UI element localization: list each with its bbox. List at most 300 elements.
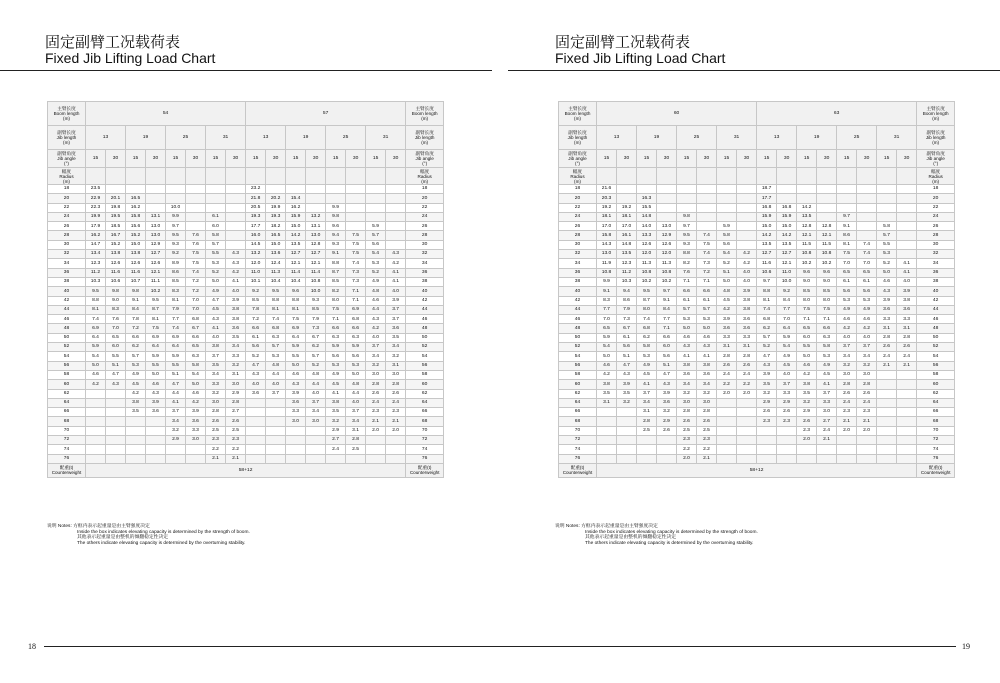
- load-value: 13.1: [306, 222, 326, 231]
- load-value: 2.4: [897, 352, 917, 361]
- load-value: 3.8: [797, 380, 817, 389]
- radius-value: 62: [48, 389, 86, 398]
- table-row: [559, 389, 955, 398]
- load-value: 3.8: [326, 398, 346, 407]
- radius-value: 30: [559, 240, 597, 249]
- load-value: 11.3: [657, 259, 677, 268]
- load-value: 2.4: [877, 352, 897, 361]
- load-value: 9.3: [306, 296, 326, 305]
- radius-label: 幅度 Radius (m): [917, 168, 955, 185]
- load-value: 7.6: [106, 315, 126, 324]
- load-value: 8.5: [306, 305, 326, 314]
- load-value: 12.7: [286, 250, 306, 259]
- load-value: 4.7: [617, 361, 637, 370]
- load-value: [126, 454, 146, 463]
- radius-value: 56: [48, 361, 86, 370]
- radius-value: 26: [406, 222, 444, 231]
- load-value: [286, 445, 306, 454]
- load-value: 18.2: [266, 222, 286, 231]
- load-value: 18.5: [106, 222, 126, 231]
- load-value: 2.7: [326, 436, 346, 445]
- load-value: 19.8: [106, 203, 126, 212]
- load-value: 4.9: [857, 305, 877, 314]
- load-value: [166, 454, 186, 463]
- load-value: 6.6: [657, 333, 677, 342]
- load-value: 9.9: [326, 203, 346, 212]
- load-value: 3.8: [226, 315, 246, 324]
- empty-cell: [697, 168, 717, 185]
- load-value: 5.3: [266, 352, 286, 361]
- load-value: 4.2: [86, 380, 106, 389]
- jib-angle-value: 30: [817, 150, 837, 168]
- load-value: 9.7: [837, 212, 857, 221]
- empty-cell: [206, 168, 226, 185]
- load-value: 17.7: [757, 194, 777, 203]
- load-value: 4.7: [206, 296, 226, 305]
- load-value: 5.1: [717, 268, 737, 277]
- load-value: 3.9: [757, 370, 777, 379]
- radius-value: 70: [406, 426, 444, 435]
- load-value: 3.9: [737, 287, 757, 296]
- load-value: 4.9: [637, 361, 657, 370]
- load-value: 8.8: [86, 296, 106, 305]
- load-value: [326, 194, 346, 203]
- load-value: [777, 436, 797, 445]
- load-value: [146, 417, 166, 426]
- load-value: 3.5: [617, 389, 637, 398]
- load-value: [386, 203, 406, 212]
- notes-line: Inside the box indicates elevating capacity is determined by the strength of boom.: [585, 529, 758, 535]
- load-value: 7.5: [186, 250, 206, 259]
- load-value: 9.7: [677, 222, 697, 231]
- radius-value: 34: [406, 259, 444, 268]
- load-value: 17.9: [86, 222, 106, 231]
- load-value: [737, 436, 757, 445]
- load-value: 3.0: [857, 370, 877, 379]
- radius-value: 62: [559, 389, 597, 398]
- load-value: [106, 454, 126, 463]
- load-value: 8.5: [246, 296, 266, 305]
- load-value: 2.6: [366, 389, 386, 398]
- load-value: 5.2: [306, 361, 326, 370]
- load-value: 7.0: [857, 259, 877, 268]
- load-value: 14.2: [797, 203, 817, 212]
- load-value: 10.0: [166, 203, 186, 212]
- load-value: 2.8: [897, 333, 917, 342]
- load-value: [737, 203, 757, 212]
- table-row: [48, 231, 444, 240]
- radius-value: 48: [406, 324, 444, 333]
- jib-length-value: 31: [877, 126, 917, 150]
- load-value: [877, 417, 897, 426]
- load-value: 4.0: [206, 333, 226, 342]
- load-value: 5.4: [366, 250, 386, 259]
- notes: [555, 524, 758, 546]
- table-row: [48, 324, 444, 333]
- load-value: 7.5: [146, 324, 166, 333]
- jib-length-value: 13: [757, 126, 797, 150]
- table-row: [48, 296, 444, 305]
- load-value: [346, 203, 366, 212]
- empty-cell: [877, 168, 897, 185]
- load-value: [146, 426, 166, 435]
- load-value: 9.5: [166, 231, 186, 240]
- load-value: 4.3: [106, 380, 126, 389]
- load-value: [877, 408, 897, 417]
- load-value: [386, 212, 406, 221]
- load-value: 3.7: [206, 352, 226, 361]
- radius-value: 50: [406, 333, 444, 342]
- load-value: [386, 185, 406, 194]
- load-value: 12.0: [246, 259, 266, 268]
- radius-value: 66: [406, 408, 444, 417]
- load-value: 7.5: [346, 240, 366, 249]
- load-value: [817, 194, 837, 203]
- load-value: 2.3: [777, 417, 797, 426]
- load-value: 12.7: [777, 250, 797, 259]
- load-value: 6.2: [306, 343, 326, 352]
- load-value: 9.3: [677, 240, 697, 249]
- load-value: 2.8: [877, 333, 897, 342]
- load-value: 3.8: [206, 343, 226, 352]
- table-row: [48, 436, 444, 445]
- load-value: 4.9: [326, 370, 346, 379]
- load-value: [877, 380, 897, 389]
- load-value: [226, 185, 246, 194]
- empty-cell: [146, 168, 166, 185]
- notes-line: 其他表示起重量是由整机的倾翻稳定性决定: [77, 535, 169, 541]
- load-value: 3.9: [146, 398, 166, 407]
- radius-value: 48: [917, 324, 955, 333]
- jib-length-value: 31: [366, 126, 406, 150]
- load-value: 8.1: [266, 305, 286, 314]
- load-value: [897, 240, 917, 249]
- load-value: 5.0: [697, 324, 717, 333]
- load-value: 15.0: [777, 222, 797, 231]
- load-value: 7.1: [657, 324, 677, 333]
- jib-angle-value: 15: [366, 150, 386, 168]
- jib-angle-value: 30: [737, 150, 757, 168]
- load-value: 3.0: [817, 408, 837, 417]
- load-value: [186, 203, 206, 212]
- jib-length-value: 25: [677, 126, 717, 150]
- empty-cell: [226, 168, 246, 185]
- load-value: 9.8: [326, 212, 346, 221]
- load-value: 12.6: [637, 240, 657, 249]
- load-value: 7.3: [306, 324, 326, 333]
- load-value: 4.3: [366, 315, 386, 324]
- load-value: 2.4: [386, 398, 406, 407]
- load-value: [797, 445, 817, 454]
- load-value: 3.5: [757, 380, 777, 389]
- load-value: 2.1: [226, 454, 246, 463]
- load-value: 7.4: [266, 315, 286, 324]
- load-value: 2.0: [366, 426, 386, 435]
- radius-value: 40: [917, 287, 955, 296]
- load-value: 4.0: [266, 380, 286, 389]
- load-value: 5.9: [777, 333, 797, 342]
- radius-value: 32: [559, 250, 597, 259]
- load-value: 9.2: [166, 250, 186, 259]
- load-value: 2.0: [386, 426, 406, 435]
- load-value: [126, 445, 146, 454]
- radius-value: 42: [559, 296, 597, 305]
- load-value: 7.5: [326, 305, 346, 314]
- load-value: 4.6: [697, 333, 717, 342]
- footer-rule: [44, 646, 500, 647]
- load-value: 2.6: [877, 343, 897, 352]
- load-value: 5.3: [346, 361, 366, 370]
- load-value: 5.5: [206, 250, 226, 259]
- load-value: 6.9: [346, 305, 366, 314]
- load-value: [877, 454, 897, 463]
- load-value: [657, 212, 677, 221]
- radius-value: 26: [917, 222, 955, 231]
- load-value: 12.8: [797, 222, 817, 231]
- load-value: 3.0: [186, 436, 206, 445]
- load-value: [637, 445, 657, 454]
- radius-value: 26: [559, 222, 597, 231]
- table-row: [559, 333, 955, 342]
- load-value: [286, 185, 306, 194]
- load-value: 16.0: [246, 231, 266, 240]
- load-value: [737, 222, 757, 231]
- load-value: 7.9: [617, 305, 637, 314]
- load-value: 3.4: [637, 398, 657, 407]
- load-value: 7.0: [777, 315, 797, 324]
- radius-value: 74: [406, 445, 444, 454]
- load-value: [597, 417, 617, 426]
- load-value: 2.5: [206, 426, 226, 435]
- load-value: 5.8: [186, 361, 206, 370]
- radius-value: 34: [559, 259, 597, 268]
- load-value: 5.0: [86, 361, 106, 370]
- load-value: [757, 426, 777, 435]
- table-row: [559, 370, 955, 379]
- jib-length-value: 19: [797, 126, 837, 150]
- load-value: 21.8: [246, 194, 266, 203]
- load-value: 6.1: [697, 296, 717, 305]
- load-value: [617, 426, 637, 435]
- load-value: 3.1: [897, 324, 917, 333]
- load-value: [306, 454, 326, 463]
- load-value: [597, 426, 617, 435]
- load-value: 3.7: [266, 389, 286, 398]
- load-value: 11.0: [246, 268, 266, 277]
- load-value: 10.8: [306, 277, 326, 286]
- load-value: 7.0: [186, 305, 206, 314]
- load-value: [597, 436, 617, 445]
- load-value: 7.1: [346, 296, 366, 305]
- load-value: 3.5: [126, 408, 146, 417]
- load-value: [346, 185, 366, 194]
- load-value: 18.1: [597, 212, 617, 221]
- load-value: 2.8: [677, 408, 697, 417]
- table-row: [48, 398, 444, 407]
- load-value: [106, 417, 126, 426]
- radius-value: 46: [406, 315, 444, 324]
- load-value: 6.3: [817, 333, 837, 342]
- load-value: 11.4: [286, 268, 306, 277]
- load-value: 3.1: [637, 408, 657, 417]
- load-value: 3.1: [737, 343, 757, 352]
- load-value: 2.2: [697, 445, 717, 454]
- load-value: 8.4: [777, 296, 797, 305]
- load-value: 2.9: [777, 398, 797, 407]
- load-value: 10.8: [797, 250, 817, 259]
- load-value: 9.6: [286, 287, 306, 296]
- load-value: 2.2: [226, 445, 246, 454]
- load-value: 7.6: [677, 268, 697, 277]
- load-value: [366, 194, 386, 203]
- load-value: [737, 231, 757, 240]
- jib-angle-value: 15: [797, 150, 817, 168]
- load-value: 4.4: [266, 370, 286, 379]
- radius-value: 32: [917, 250, 955, 259]
- load-value: 4.7: [166, 380, 186, 389]
- load-value: [897, 389, 917, 398]
- load-value: 15.2: [126, 231, 146, 240]
- jib-angle-value: 15: [326, 150, 346, 168]
- load-value: 5.7: [677, 305, 697, 314]
- table-row: [559, 305, 955, 314]
- load-value: 3.2: [226, 361, 246, 370]
- load-value: 4.6: [146, 380, 166, 389]
- load-value: 4.6: [286, 370, 306, 379]
- load-value: 3.2: [857, 361, 877, 370]
- load-value: 4.5: [717, 296, 737, 305]
- radius-value: 36: [406, 268, 444, 277]
- load-value: 13.1: [146, 212, 166, 221]
- load-value: 5.6: [326, 352, 346, 361]
- boom-length-label: 主臂长度 Boom length (m): [406, 102, 444, 126]
- load-value: 3.2: [797, 398, 817, 407]
- empty-cell: [326, 168, 346, 185]
- load-value: 7.7: [597, 305, 617, 314]
- load-value: 3.4: [226, 343, 246, 352]
- jib-length-label: 副臂长度 Jib length (m): [406, 126, 444, 150]
- load-value: 8.1: [86, 305, 106, 314]
- load-value: 10.3: [617, 277, 637, 286]
- load-value: 9.7: [757, 277, 777, 286]
- load-value: 14.8: [637, 212, 657, 221]
- empty-cell: [306, 168, 326, 185]
- load-value: 6.8: [346, 315, 366, 324]
- right-page: [500, 0, 1000, 683]
- radius-value: 70: [559, 426, 597, 435]
- load-value: [837, 194, 857, 203]
- radius-value: 54: [917, 352, 955, 361]
- load-value: 2.3: [757, 417, 777, 426]
- load-value: 10.2: [637, 277, 657, 286]
- load-value: [386, 445, 406, 454]
- load-value: 12.6: [657, 240, 677, 249]
- load-value: 14.5: [246, 240, 266, 249]
- load-value: [106, 445, 126, 454]
- load-value: 7.4: [186, 268, 206, 277]
- radius-value: 74: [48, 445, 86, 454]
- load-value: [777, 445, 797, 454]
- load-value: 8.8: [266, 296, 286, 305]
- load-value: 4.0: [857, 333, 877, 342]
- load-value: 9.6: [817, 268, 837, 277]
- load-value: 11.6: [106, 268, 126, 277]
- load-value: 11.6: [757, 259, 777, 268]
- load-value: [897, 454, 917, 463]
- load-value: 2.3: [206, 436, 226, 445]
- jib-length-value: 25: [326, 126, 366, 150]
- load-value: 4.2: [226, 268, 246, 277]
- load-value: [897, 380, 917, 389]
- load-value: 6.6: [346, 324, 366, 333]
- load-value: [857, 231, 877, 240]
- load-value: 5.9: [86, 343, 106, 352]
- load-value: 16.1: [617, 231, 637, 240]
- load-value: 9.1: [597, 287, 617, 296]
- load-value: 4.9: [837, 305, 857, 314]
- jib-angle-value: 15: [597, 150, 617, 168]
- load-value: 9.8: [677, 212, 697, 221]
- load-value: 7.9: [306, 315, 326, 324]
- table-row: [559, 240, 955, 249]
- load-value: 5.6: [346, 352, 366, 361]
- load-value: 16.3: [637, 194, 657, 203]
- load-value: [86, 408, 106, 417]
- load-value: 4.0: [777, 370, 797, 379]
- load-value: 2.6: [777, 408, 797, 417]
- load-value: 3.7: [837, 343, 857, 352]
- load-value: 2.2: [206, 445, 226, 454]
- table-row: [559, 343, 955, 352]
- load-value: [817, 454, 837, 463]
- load-value: 11.3: [637, 259, 657, 268]
- load-value: [897, 185, 917, 194]
- load-value: 3.5: [206, 361, 226, 370]
- load-value: 10.0: [306, 287, 326, 296]
- radius-value: 48: [559, 324, 597, 333]
- radius-label: 幅度 Radius (m): [406, 168, 444, 185]
- load-value: 4.6: [797, 361, 817, 370]
- load-value: 6.1: [206, 212, 226, 221]
- load-value: 21.6: [597, 185, 617, 194]
- jib-angle-value: 30: [897, 150, 917, 168]
- load-value: 2.5: [637, 426, 657, 435]
- load-value: [617, 408, 637, 417]
- load-value: 3.9: [226, 296, 246, 305]
- table-row: [559, 296, 955, 305]
- load-value: 14.2: [286, 231, 306, 240]
- load-value: [246, 445, 266, 454]
- load-value: 4.5: [126, 380, 146, 389]
- load-value: 9.0: [817, 277, 837, 286]
- load-value: 6.5: [597, 324, 617, 333]
- radius-value: 38: [48, 277, 86, 286]
- load-value: 5.7: [306, 352, 326, 361]
- radius-value: 56: [917, 361, 955, 370]
- empty-cell: [266, 168, 286, 185]
- load-value: [597, 454, 617, 463]
- radius-value: 28: [917, 231, 955, 240]
- load-value: 4.2: [597, 370, 617, 379]
- load-value: 3.9: [877, 296, 897, 305]
- load-value: [737, 240, 757, 249]
- load-value: 13.2: [246, 250, 266, 259]
- load-value: 4.5: [637, 370, 657, 379]
- counterweight-value: 58+12: [597, 463, 917, 477]
- load-value: 7.2: [697, 268, 717, 277]
- load-value: [637, 185, 657, 194]
- load-value: [657, 194, 677, 203]
